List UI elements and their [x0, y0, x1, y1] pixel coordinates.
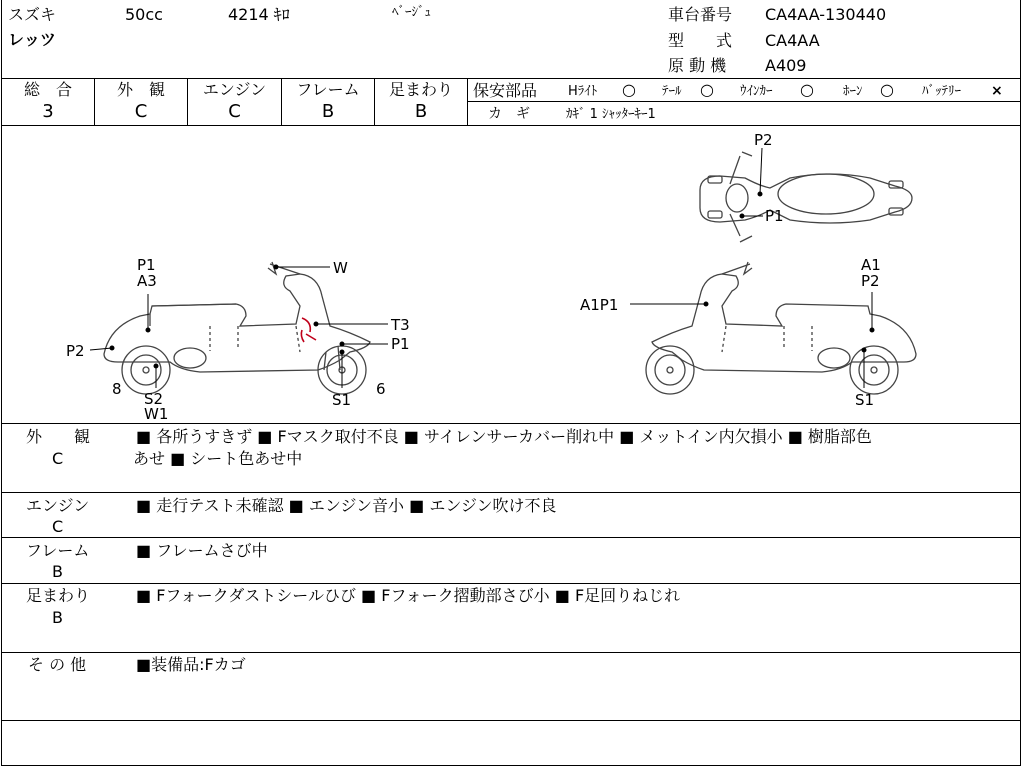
notes-frame-grade: B	[52, 562, 63, 581]
diag-label-left-w1: W1	[144, 405, 169, 423]
color: ﾍﾞｰｼﾞｭ	[392, 5, 431, 20]
divider	[1, 583, 1021, 584]
notes-engine-text: ■ 走行テスト未確認 ■ エンジン音小 ■ エンジン吹け不良	[136, 496, 557, 515]
diag-label-top-p2: P2	[754, 131, 773, 149]
notes-suspension-text: ■ Fフォークダストシールひび ■ Fフォーク摺動部さび小 ■ F足回りねじれ	[136, 586, 681, 605]
notes-engine-grade: C	[52, 517, 64, 536]
headlight-label: Hﾗｲﾄ	[568, 84, 598, 99]
scooter-top-view	[700, 152, 912, 242]
divider	[1, 78, 1021, 79]
notes-suspension-grade: B	[52, 608, 63, 627]
divider	[1, 423, 1021, 424]
frame-grade-label: フレーム	[296, 80, 360, 99]
diag-label-left-s1: S1	[332, 391, 352, 409]
notes-other-text: ■装備品:Fカゴ	[136, 655, 246, 674]
tail-status: ○	[700, 80, 714, 99]
frame-no-label: 車台番号	[668, 5, 733, 24]
notes-suspension-label: 足まわり	[26, 586, 91, 605]
diag-label-right-a1: A1	[861, 256, 881, 274]
diag-label-left-p2: P2	[66, 342, 85, 360]
type-value: CA4AA	[765, 31, 820, 50]
diag-label-left-6: 6	[376, 380, 386, 398]
divider	[467, 78, 468, 125]
suspension-grade-label: 足まわり	[388, 80, 453, 99]
engine-label: 原 動 機	[668, 56, 727, 75]
winker-status: ○	[800, 80, 814, 99]
diag-label-right-p2: P2	[861, 272, 880, 290]
engine-grade-label: エンジン	[202, 80, 267, 99]
divider	[1, 537, 1021, 538]
key-label: カ ギ	[488, 106, 530, 122]
frame-no: CA4AA-130440	[765, 5, 887, 24]
battery-status: ×	[991, 83, 1003, 99]
diag-label-left-s2: S2	[144, 390, 164, 408]
notes-engine-label: エンジン	[26, 496, 90, 515]
safety-label: 保安部品	[473, 81, 538, 100]
divider	[1, 492, 1021, 493]
suspension-grade: B	[414, 101, 428, 122]
diag-label-left-p1: P1	[137, 256, 156, 274]
exterior-label: 外 観	[116, 80, 165, 99]
tail-label: ﾃｰﾙ	[662, 84, 682, 99]
divider	[467, 101, 1021, 102]
notes-exterior-grade: C	[52, 449, 64, 468]
notes-exterior-line2: あせ ■ シート色あせ中	[133, 449, 303, 468]
notes-frame-label: フレーム	[26, 541, 90, 560]
key-value: ｶｷﾞ 1 ｼｬｯﾀｰｷｰ1	[566, 107, 656, 122]
notes-exterior-label: 外 観	[26, 427, 91, 446]
winker-label: ｳｲﾝｶｰ	[740, 84, 773, 99]
frame-grade: B	[321, 101, 335, 122]
diag-label-left-p1b: P1	[391, 335, 410, 353]
diag-label-top-p1: P1	[765, 207, 784, 225]
diag-label-left-w: W	[333, 259, 348, 277]
notes-exterior-line1: ■ 各所うすきず ■ Fマスク取付不良 ■ サイレンサーカバー削れ中 ■ メットイン内欠損小 ■ 樹脂部色	[136, 427, 872, 446]
battery-label: ﾊﾞｯﾃﾘｰ	[922, 84, 961, 99]
model-name: レッツ	[8, 30, 56, 49]
diag-label-left-t3: T3	[391, 316, 410, 334]
overall-grade: 3	[42, 101, 54, 122]
engine-grade: C	[228, 101, 241, 122]
divider	[1, 720, 1021, 721]
damage-mark	[301, 318, 316, 342]
notes-other-label: そ の 他	[28, 655, 87, 674]
diag-label-right-s1: S1	[855, 391, 875, 409]
horn-status: ○	[880, 80, 894, 99]
diag-label-right-a1p1: A1P1	[580, 296, 619, 314]
mileage: 4214 ｷﾛ	[228, 5, 290, 24]
engine-value: A409	[765, 56, 807, 75]
maker: スズキ	[8, 5, 57, 24]
diag-label-left-8: 8	[112, 380, 122, 398]
divider	[1, 652, 1021, 653]
type-label: 型 式	[668, 31, 733, 50]
horn-label: ﾎｰﾝ	[843, 84, 863, 99]
exterior-grade: C	[134, 101, 148, 122]
overall-label: 総 合	[23, 80, 72, 99]
displacement: 50cc	[125, 5, 163, 24]
diag-label-left-a3: A3	[137, 272, 157, 290]
notes-frame-text: ■ フレームさび中	[136, 541, 268, 560]
headlight-status: ○	[622, 80, 636, 99]
